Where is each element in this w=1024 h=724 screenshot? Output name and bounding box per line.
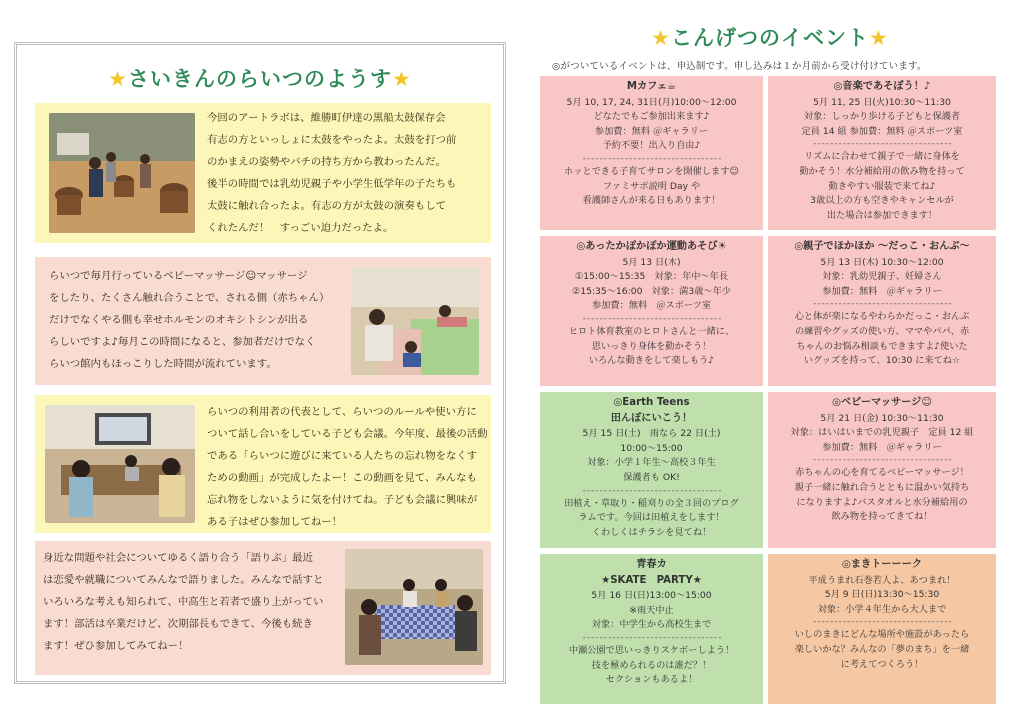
event-card-m-cafe: Mカフェ☕ 5月 10, 17, 24, 31日(月)10:00～12:00 どなたでもご参加出来ます♪ 参加費：無料 ＠ギャラリー 予約不要！出入り自由♪ - - - - - - - - - - - - - - - - - - - - - - - - - - - - - - - - - ホッとできる子育てサロンを開催します☺ ファミサポ説明 Day や 看護師さんが来る日もあります！	[540, 76, 763, 230]
activity-text-kataribu: 身近な問題や社会についてゆるく語り合う「語りぶ」最近 は恋愛や就職についてみんなで語りました。みんなで話すと いろいろな考えも知られて、中高生と若者で盛り上がってい ます！部活は卒業だけど、次期部長もできて、今後も続き ます！ぜひ参加してみてねー！	[43, 552, 324, 652]
star-icon: ★	[108, 67, 128, 91]
activity-section-kataribu	[35, 541, 491, 675]
event-subtitle: ★SKATE PARTY★	[601, 574, 702, 586]
event-title: 青春カ	[636, 559, 667, 570]
activity-text-taiko: 今回のアートラボは、維勝町伊達の黒船太鼓保存会 有志の方といっしょに太鼓をやったよ。太鼓を打つ前 のかまえの姿勢やバチの持ち方から教わったんだ。 後半の時間では乳幼児親子や小学生低学年の子たちも 太鼓に触れ合ったよ。有志の方が太鼓の演奏もして くれたんだ！ すっごい迫力だったよ。	[207, 112, 457, 234]
event-card-skate-party: 青春カ ★SKATE PARTY★ 5月 16 日(日)13:00～15:00 ※雨天中止 対象：中学生から高校生まで - - - - - - - - - - - - - - - - - - - - - - - - - - - - - - - - - 中瀬公園で思いっきりスケボーしよう！ 技を極められるのは誰だ？！ セクションもあるよ！	[540, 554, 763, 704]
activity-text-kids-meeting: らいつの利用者の代表として、らいつのルールや使い方に ついて話し合いをしている子ども会議。今年度、最後の活動 である「らいつに遊びに来ている人たちの忘れ物をなくす ための動画」が完成したよー！この動画を見て、みんなも 忘れ物をしないように気を付けてね。子ども会議に興味が ある子はぜひ参加してねー！	[207, 406, 488, 528]
activity-section-kids-meeting	[35, 395, 491, 533]
activity-section-baby-massage	[35, 257, 491, 385]
divider: - - - - - - - - - - - - - - - - - - - - - - - - - - - - - - - - -	[582, 632, 721, 643]
divider: - - - - - - - - - - - - - - - - - - - - - - - - - - - - - - - - -	[582, 485, 721, 496]
event-card-music: ◎音楽であそぼう！♪ 5月 11, 25 日(火)10:30～11:30 対象：しっかり歩ける子どもと保護者 定員 14 組 参加費：無料 ＠スポーツ室 - - - - - - - - - - - - - - - - - - - - - - - - - - - - - - - - - リズムに合わせて親子で一緒に身体を 動かそう！水分補給用の飲み物を持って 動きやすい服装で来てね♪ 3歳以上の方も空きやキャンセルが 出た場合は参加できます！	[768, 76, 996, 230]
divider: - - - - - - - - - - - - - - - - - - - - - - - - - - - - - - - - -	[582, 313, 721, 324]
event-card-baby-massage: ◎ベビーマッサージ☺ 5月 21 日(金) 10:30～11:30 対象：はいはいまでの乳児親子 定員 12 組 参加費：無料 ＠ギャラリー - - - - - - - - - - - - - - - - - - - - - - - - - - - - - - - - - 赤ちゃんの心を育てるベビーマッサージ！ 親子一緒に触れ合うとともに温かい気持ち になりますよ♪バスタオルと水分補給用の 飲み物を持ってきてね！	[768, 392, 996, 548]
kids-meeting-photo	[45, 405, 195, 523]
divider: - - - - - - - - - - - - - - - - - - - - - - - - - - - - - - - - -	[813, 617, 951, 628]
event-title: Mカフェ☕	[626, 81, 677, 92]
event-card-exercise-play: ◎あったかぽかぽか運動あそび☀ 5月 13 日(木) ①15:00～15:35 対象：年中～年長 ②15:35～16:00 対象：満3歳～年少 参加費：無料 ＠スポーツ室 - - - - - - - - - - - - - - - - - - - - - - - - - - - - - - - - - ヒロト体育教室のヒロトさんと一緒に、 思いっきり身体を動かそう！ いろんな動きをして楽しもう♪	[540, 236, 763, 386]
recent-activities-title: ★さいきんのらいつのようす★	[108, 67, 412, 91]
divider: - - - - - - - - - - - - - - - - - - - - - - - - - - - - - - - - -	[813, 299, 951, 310]
event-title: ◎あったかぽかぽか運動あそび☀	[576, 241, 727, 252]
baby-massage-photo	[351, 267, 479, 375]
event-title: ◎まきトーーーク	[841, 559, 923, 570]
event-card-earth-teens: ◎Earth Teens 田んぼにいこう！ 5月 15 日(土) 雨なら 22 日(土) 10:00～15:00 対象：小学１年生～高校３年生 保護者も OK! - - - - - - - - - - - - - - - - - - - - - - - - - - - - - - - - - 田植え・草取り・稲刈りの全３回のプログ ラムです。今回は田植えをします！ くわしくはチラシを見てね！	[540, 392, 763, 548]
kataribu-photo	[345, 549, 483, 665]
star-icon: ★	[869, 26, 889, 50]
event-title: ◎Earth Teens	[613, 397, 690, 408]
event-title: ◎ベビーマッサージ☺	[832, 397, 932, 408]
star-icon: ★	[392, 67, 412, 91]
divider: - - - - - - - - - - - - - - - - - - - - - - - - - - - - - - - - -	[582, 153, 721, 164]
star-icon: ★	[651, 26, 671, 50]
events-title: ★こんげつのイベント★	[651, 26, 889, 50]
divider: - - - - - - - - - - - - - - - - - - - - - - - - - - - - - - - - -	[813, 455, 951, 466]
event-title: ◎音楽であそぼう！♪	[833, 81, 931, 92]
event-card-maki-talk: ◎まきトーーーク 平成うまれ石巻若人よ、あつまれ！ 5月 9 日(日)13:30～15:30 対象：小学４年生から大人まで - - - - - - - - - - - - - - - - - - - - - - - - - - - - - - - - - いしのまきにどんな場所や施設があったら 楽しいかな？みんなの「夢のまち」を一緒 に考えてつくろう！	[768, 554, 996, 704]
divider: - - - - - - - - - - - - - - - - - - - - - - - - - - - - - - - - -	[813, 139, 951, 150]
reservation-note: ◎がついているイベントは、申込制です。申し込みは１か月前から受け付けています。	[552, 61, 927, 72]
event-card-dakko-onbu: ◎親子でほかほか ～だっこ・おんぶ～ 5月 13 日(木) 10:30～12:00 対象：乳幼児親子、妊婦さん 参加費：無料 ＠ギャラリー - - - - - - - - - - - - - - - - - - - - - - - - - - - - - - - - - 心と体が楽になるやわらかだっこ・おんぶ の練習やグッズの使い方、ママやパパ、赤 ちゃんのお悩み相談もできますよ♪使いた いグッズを持って、10:30 に来てね☆	[768, 236, 996, 386]
event-title: ◎親子でほかほか ～だっこ・おんぶ～	[794, 241, 970, 252]
taiko-photo	[49, 113, 195, 233]
activity-section-taiko	[35, 103, 491, 243]
recent-activities-panel	[14, 42, 506, 684]
activity-text-baby-massage: らいつで毎月行っているベビーマッサージ☺マッサージ をしたり、たくさん触れ合うことで、される側（赤ちゃん） だけでなくやる側も幸せホルモンのオキシトシンが出る らしいですよ♪毎月この時間になると、参加者だけでなく らいつ館内もほっこりした時間が流れています。	[49, 270, 330, 370]
event-subtitle: 田んぼにいこう！	[610, 412, 693, 424]
